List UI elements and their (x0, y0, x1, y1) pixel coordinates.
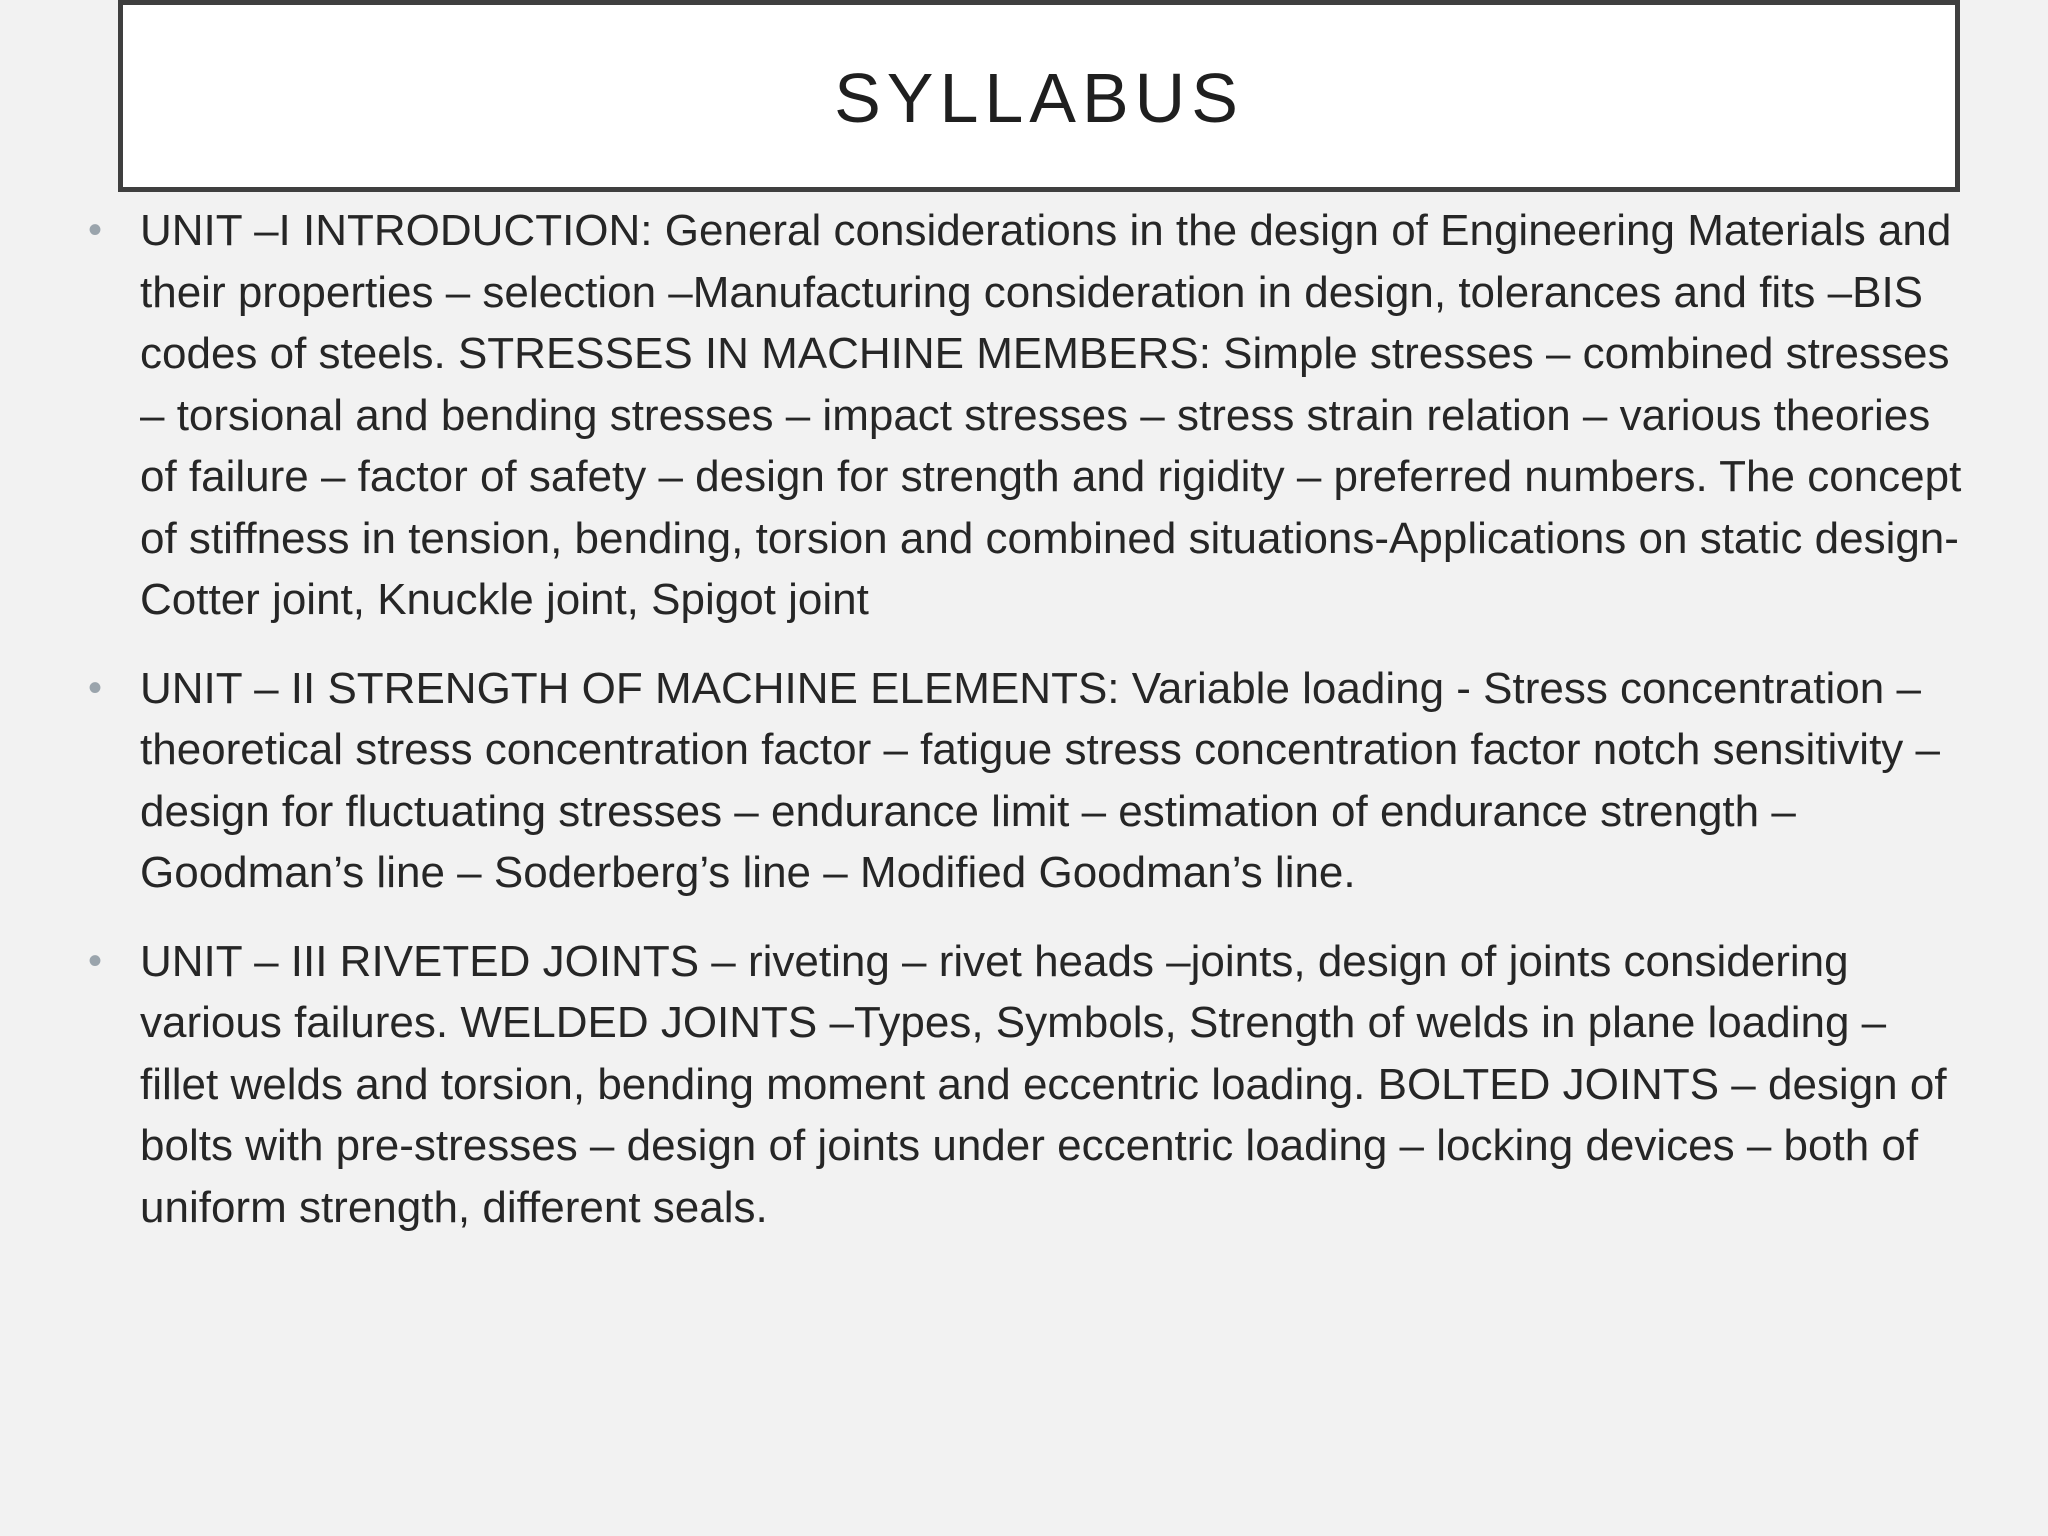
unit-3-text: UNIT – III RIVETED JOINTS – riveting – rivet heads –joints, design of joints considering various failures. WELDED JOINTS –Types, Symbols, Strength of welds in plane loading – fillet welds and torsion, bending moment and eccentric loading. BOLTED JOINTS – design of bolts with pre-stresses – design of joints under eccentric loading – locking devices – both of uniform strength, different seals. (140, 936, 1947, 1232)
unit-2-text: UNIT – II STRENGTH OF MACHINE ELEMENTS: Variable loading - Stress concentration – theoretical stress concentration factor – fatigue stress concentration factor notch sensitivity – design for fluctuating stresses – endurance limit – estimation of endurance strength – Goodman’s line – Soderberg’s line – Modified Goodman’s line. (140, 663, 1941, 897)
unit-1-text: UNIT –I INTRODUCTION: General considerations in the design of Engineering Materials and their properties – selection –Manufacturing consideration in design, tolerances and fits –BIS codes of steels. STRESSES IN MACHINE MEMBERS: Simple stresses – combined stresses – torsional and bending stresses – impact stresses – stress strain relation – various theories of failure – factor of safety – design for strength and rigidity – preferred numbers. The concept of stiffness in tension, bending, torsion and combined situations-Applications on static design-Cotter joint, Knuckle joint, Spigot joint (140, 206, 1962, 624)
title-box (118, 0, 1960, 192)
list-item-unit-2 (88, 658, 1968, 904)
bullet-icon: • (88, 208, 103, 252)
list-item-unit-3 (88, 931, 1968, 1239)
bullet-icon: • (88, 938, 103, 983)
slide-title: SYLLABUS (834, 59, 1244, 137)
list-item-unit-1 (88, 200, 1968, 631)
bullet-icon: • (88, 665, 103, 710)
syllabus-list (88, 200, 1968, 1238)
